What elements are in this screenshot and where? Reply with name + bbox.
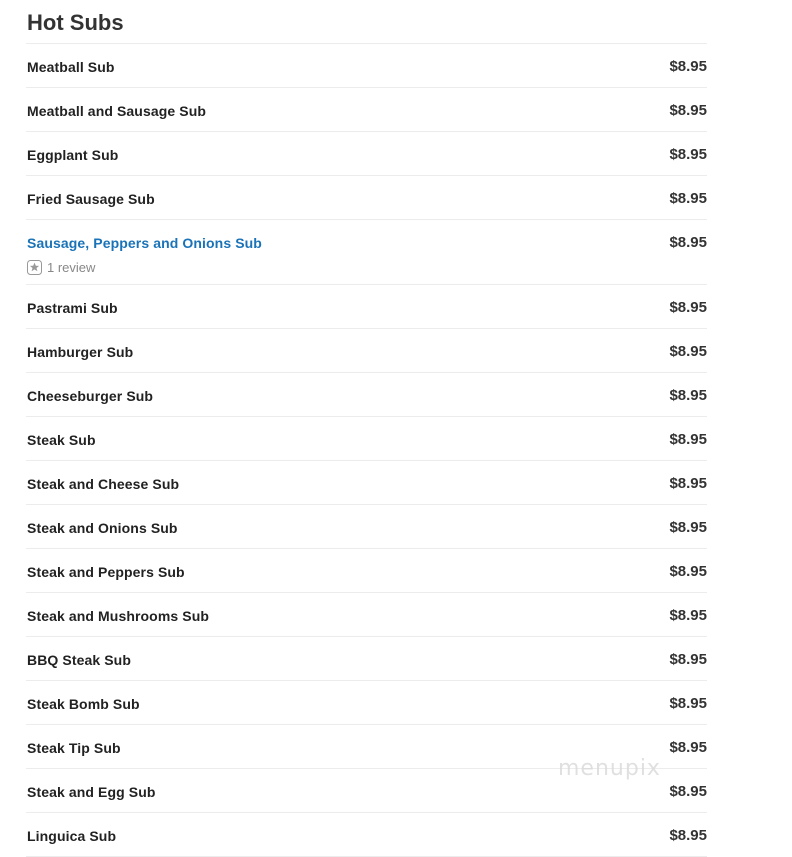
menu-item [26, 593, 707, 637]
menu-list [26, 44, 707, 857]
item-price: $8.95 [669, 387, 707, 404]
item-price: $8.95 [669, 607, 707, 624]
item-name: Hamburger Sub [27, 344, 134, 360]
item-name: Eggplant Sub [27, 147, 119, 163]
item-name: Fried Sausage Sub [27, 191, 155, 207]
item-price: $8.95 [669, 102, 707, 119]
item-name-link[interactable]: Sausage, Peppers and Onions Sub [27, 235, 262, 251]
item-name: Meatball and Sausage Sub [27, 103, 206, 119]
menu-item [26, 681, 707, 725]
menu-item [26, 417, 707, 461]
review-link[interactable] [27, 260, 95, 275]
item-name: Steak and Onions Sub [27, 520, 178, 536]
item-price: $8.95 [669, 827, 707, 844]
item-name: BBQ Steak Sub [27, 652, 131, 668]
menu-item [26, 285, 707, 329]
item-price: $8.95 [669, 146, 707, 163]
item-price: $8.95 [669, 651, 707, 668]
item-name: Steak and Peppers Sub [27, 564, 185, 580]
item-name: Steak and Cheese Sub [27, 476, 180, 492]
menu-item [26, 461, 707, 505]
item-name: Steak Sub [27, 432, 96, 448]
menu-item [26, 132, 707, 176]
item-price: $8.95 [669, 190, 707, 207]
item-price: $8.95 [669, 299, 707, 316]
item-name: Linguica Sub [27, 828, 117, 844]
menu-item [26, 505, 707, 549]
item-price: $8.95 [669, 234, 707, 251]
menu-item [26, 549, 707, 593]
menu-item [26, 329, 707, 373]
item-price: $8.95 [669, 431, 707, 448]
item-price: $8.95 [669, 343, 707, 360]
menu-item-with-review [26, 220, 707, 285]
menu-item [26, 637, 707, 681]
menu-item [26, 813, 707, 857]
item-price: $8.95 [669, 739, 707, 756]
menu-item [26, 176, 707, 220]
item-price: $8.95 [669, 563, 707, 580]
item-price: $8.95 [669, 58, 707, 75]
item-name: Steak Bomb Sub [27, 696, 140, 712]
item-name: Meatball Sub [27, 59, 115, 75]
item-name: Pastrami Sub [27, 300, 118, 316]
star-badge-icon [27, 260, 42, 275]
item-name: Steak and Egg Sub [27, 784, 156, 800]
menu-item [26, 373, 707, 417]
item-price: $8.95 [669, 519, 707, 536]
menu-section-hot-subs [26, 0, 707, 857]
menu-item [26, 44, 707, 88]
item-price: $8.95 [669, 695, 707, 712]
item-price: $8.95 [669, 783, 707, 800]
review-count: 1 review [47, 260, 96, 275]
menupix-watermark: menupix [558, 756, 661, 781]
section-title: Hot Subs [26, 0, 707, 44]
item-name: Steak and Mushrooms Sub [27, 608, 209, 624]
item-name: Cheeseburger Sub [27, 388, 154, 404]
item-name: Steak Tip Sub [27, 740, 121, 756]
menu-item [26, 88, 707, 132]
item-price: $8.95 [669, 475, 707, 492]
